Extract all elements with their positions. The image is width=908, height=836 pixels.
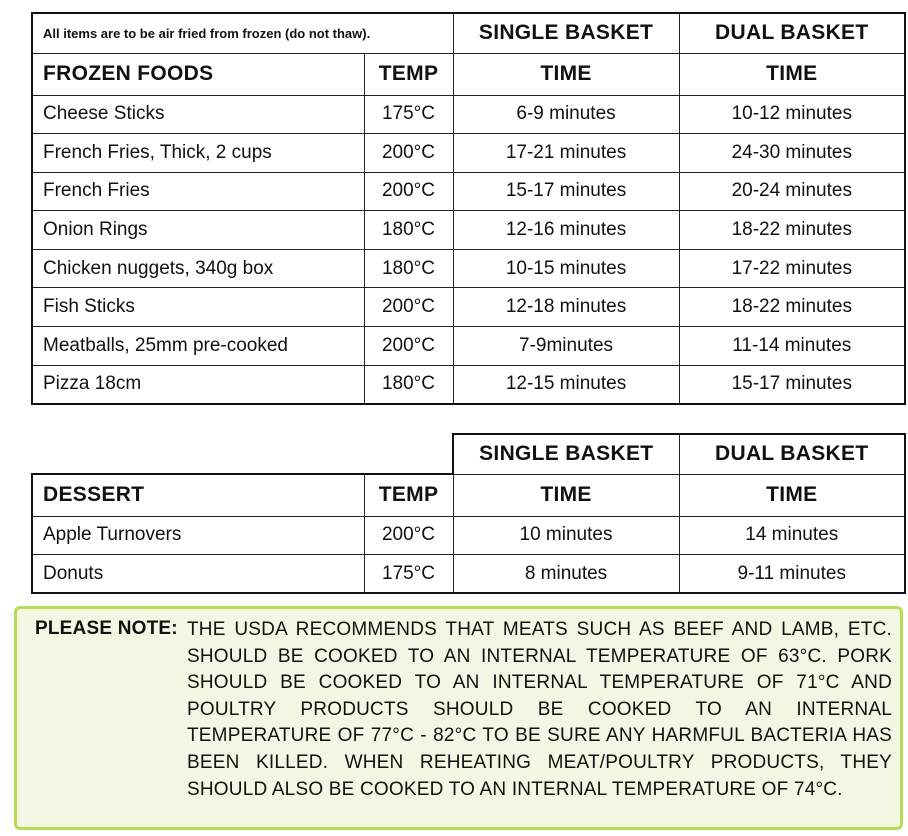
single-time-cell: 12-16 minutes — [453, 211, 679, 250]
single-time-cell: 8 minutes — [453, 555, 679, 594]
single-time-column-header: TIME — [453, 53, 679, 95]
single-time-cell: 6-9 minutes — [453, 95, 679, 134]
temp-cell: 200°C — [364, 516, 453, 555]
temp-cell: 180°C — [364, 211, 453, 250]
temp-cell: 180°C — [364, 249, 453, 288]
dual-time-cell: 15-17 minutes — [679, 365, 905, 404]
dual-time-cell: 24-30 minutes — [679, 134, 905, 173]
dual-time-cell: 14 minutes — [679, 516, 905, 555]
please-note-box — [14, 606, 903, 830]
please-note-text: THE USDA RECOMMENDS THAT MEATS SUCH AS BEEF AND LAMB, ETC. SHOULD BE COOKED TO AN INTERNAL TEMPERATURE OF 63°C. PORK SHOULD BE COOKED TO AN INTERNAL TEMPERATURE OF 71°C AND POULTRY PRODUCTS SHOULD BE COOKED TO AN INTERNAL TEMPERATURE OF 77°C - 82°C TO BE SURE ANY HARMFUL BACTERIA HAS BEEN KILLED. WHEN REHEATING MEAT/POULTRY PRODUCTS, THEY SHOULD ALSO BE COOKED TO AN INTERNAL TEMPERATURE OF 74°C. — [187, 619, 892, 800]
single-time-cell: 10-15 minutes — [453, 249, 679, 288]
dessert-single-basket-header: SINGLE BASKET — [453, 434, 679, 474]
single-basket-header: SINGLE BASKET — [453, 13, 679, 53]
food-name-cell: French Fries, Thick, 2 cups — [32, 134, 364, 173]
frozen-foods-table — [31, 12, 906, 405]
temp-cell: 175°C — [364, 555, 453, 594]
frozen-food-row — [32, 134, 905, 173]
temp-cell: 200°C — [364, 327, 453, 366]
dual-time-cell: 20-24 minutes — [679, 172, 905, 211]
dual-time-cell: 18-22 minutes — [679, 288, 905, 327]
single-time-cell: 7-9minutes — [453, 327, 679, 366]
dual-time-cell: 17-22 minutes — [679, 249, 905, 288]
dessert-row — [32, 555, 905, 594]
temp-cell: 200°C — [364, 172, 453, 211]
please-note-label: PLEASE NOTE: — [35, 618, 178, 639]
frozen-food-row — [32, 288, 905, 327]
frozen-food-row — [32, 327, 905, 366]
food-name-cell: Donuts — [32, 555, 364, 594]
food-name-cell: Onion Rings — [32, 211, 364, 250]
frozen-food-row — [32, 211, 905, 250]
dual-time-cell: 10-12 minutes — [679, 95, 905, 134]
single-time-cell: 15-17 minutes — [453, 172, 679, 211]
temp-column-header: TEMP — [364, 53, 453, 95]
frozen-food-row — [32, 249, 905, 288]
frozen-food-row — [32, 172, 905, 211]
temp-cell: 200°C — [364, 288, 453, 327]
food-name-cell: Fish Sticks — [32, 288, 364, 327]
single-time-cell: 17-21 minutes — [453, 134, 679, 173]
dual-time-cell: 18-22 minutes — [679, 211, 905, 250]
dessert-table — [31, 433, 906, 594]
food-name-cell: Pizza 18cm — [32, 365, 364, 404]
temp-cell: 175°C — [364, 95, 453, 134]
dual-basket-header: DUAL BASKET — [679, 13, 905, 53]
dessert-column-header: DESSERT — [32, 474, 364, 516]
temp-cell: 200°C — [364, 134, 453, 173]
single-time-cell: 12-18 minutes — [453, 288, 679, 327]
frozen-foods-column-header: FROZEN FOODS — [32, 53, 364, 95]
food-name-cell: Cheese Sticks — [32, 95, 364, 134]
dual-time-column-header: TIME — [679, 53, 905, 95]
food-name-cell: Chicken nuggets, 340g box — [32, 249, 364, 288]
food-name-cell: Apple Turnovers — [32, 516, 364, 555]
single-time-cell: 12-15 minutes — [453, 365, 679, 404]
dessert-single-time-column-header: TIME — [453, 474, 679, 516]
single-time-cell: 10 minutes — [453, 516, 679, 555]
food-name-cell: Meatballs, 25mm pre-cooked — [32, 327, 364, 366]
frozen-food-row — [32, 365, 905, 404]
food-name-cell: French Fries — [32, 172, 364, 211]
frozen-instruction-note: All items are to be air fried from frozen (do not thaw). — [32, 13, 453, 53]
dual-time-cell: 9-11 minutes — [679, 555, 905, 594]
dessert-dual-time-column-header: TIME — [679, 474, 905, 516]
dessert-dual-basket-header: DUAL BASKET — [679, 434, 905, 474]
dual-time-cell: 11-14 minutes — [679, 327, 905, 366]
dessert-row — [32, 516, 905, 555]
temp-cell: 180°C — [364, 365, 453, 404]
dessert-temp-column-header: TEMP — [364, 474, 453, 516]
blank-header-cell — [32, 434, 453, 474]
frozen-food-row — [32, 95, 905, 134]
